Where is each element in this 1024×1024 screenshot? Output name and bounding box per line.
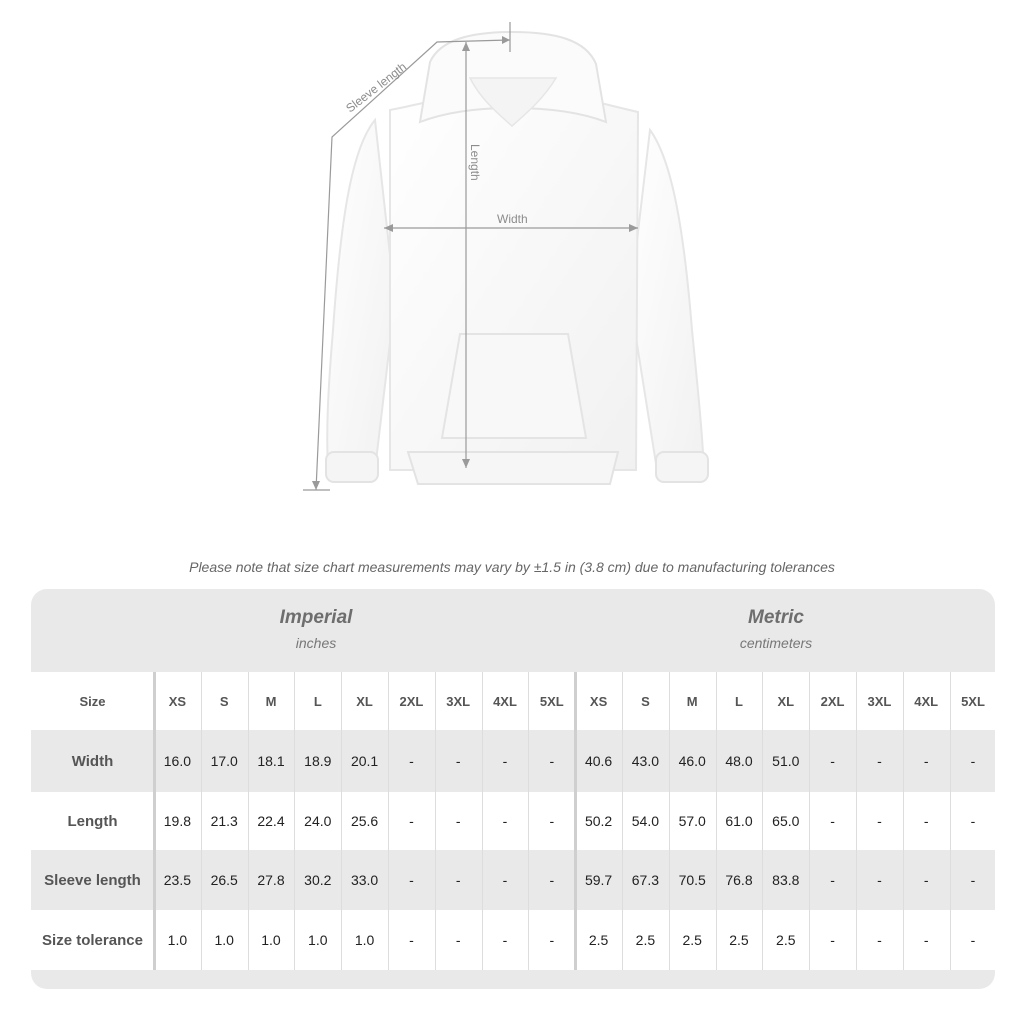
metric-value-cell: 67.3 (631, 872, 660, 888)
imperial-value-cell: - (549, 813, 555, 829)
imperial-value-cell: - (455, 932, 461, 948)
imperial-value-cell: - (549, 872, 555, 888)
column-divider (809, 672, 810, 970)
table-row (31, 730, 995, 792)
imperial-value-cell: 24.0 (304, 813, 332, 829)
metric-size-header: L (735, 693, 743, 709)
metric-value-cell: - (830, 813, 835, 829)
imperial-value-cell: - (455, 872, 461, 888)
imperial-size-header: 3XL (446, 693, 471, 709)
column-divider (669, 672, 670, 970)
imperial-value-cell: - (502, 872, 508, 888)
imperial-value-cell: 1.0 (261, 932, 281, 948)
metric-value-cell: 59.7 (584, 872, 613, 888)
imperial-value-cell: - (502, 753, 508, 769)
column-divider (294, 672, 295, 970)
metric-value-cell: 2.5 (776, 932, 796, 948)
metric-size-header: 4XL (914, 693, 939, 709)
metric-size-header: 3XL (867, 693, 892, 709)
row-label: Length (67, 812, 118, 830)
metric-value-cell: - (970, 813, 976, 829)
table-row (31, 850, 995, 910)
metric-value-cell: 51.0 (772, 753, 800, 769)
imperial-value-cell: 1.0 (354, 932, 375, 948)
table-row (31, 792, 995, 850)
size-header-label: Size (79, 693, 106, 709)
metric-size-header: XS (589, 693, 608, 709)
imperial-size-header: L (313, 693, 322, 709)
metric-value-cell: - (923, 932, 929, 948)
metric-value-cell: 50.2 (584, 813, 613, 829)
metric-value-cell: 2.5 (635, 932, 656, 948)
imperial-size-header: XL (356, 693, 373, 709)
imperial-value-cell: 17.0 (210, 753, 238, 769)
size-header-row (31, 672, 995, 730)
column-divider (388, 672, 389, 970)
imperial-value-cell: 18.1 (257, 753, 285, 769)
metric-value-cell: 70.5 (678, 872, 706, 888)
imperial-size-header: M (265, 693, 277, 709)
imperial-value-cell: - (455, 753, 461, 769)
imperial-value-cell: - (409, 753, 414, 769)
metric-value-cell: 83.8 (772, 872, 800, 888)
metric-value-cell: 2.5 (588, 932, 609, 948)
column-divider (903, 672, 904, 970)
metric-value-cell: 57.0 (678, 813, 706, 829)
metric-value-cell: 46.0 (678, 753, 706, 769)
imperial-value-cell: 30.2 (304, 872, 332, 888)
metric-value-cell: 40.6 (584, 753, 613, 769)
imperial-value-cell: 27.8 (257, 872, 285, 888)
imperial-value-cell: 26.5 (210, 872, 238, 888)
column-divider (622, 672, 623, 970)
imperial-size-header: S (219, 693, 229, 709)
metric-size-header: S (641, 693, 650, 709)
metric-value-cell: 61.0 (725, 813, 753, 829)
metric-title: Metric (748, 607, 804, 628)
imperial-value-cell: 1.0 (167, 932, 188, 948)
column-divider (950, 672, 951, 970)
hoodie-image (326, 32, 708, 484)
imperial-value-cell: 18.9 (304, 753, 332, 769)
column-divider (482, 672, 483, 970)
imperial-title: Imperial (279, 607, 353, 628)
imperial-value-cell: - (502, 932, 508, 948)
metric-value-cell: - (923, 813, 929, 829)
imperial-value-cell: - (409, 813, 414, 829)
imperial-value-cell: 19.8 (163, 813, 192, 829)
imperial-value-cell: 25.6 (350, 813, 379, 829)
imperial-value-cell: - (549, 932, 555, 948)
column-divider (435, 672, 436, 970)
column-divider (528, 672, 529, 970)
imperial-size-header: 2XL (399, 693, 424, 709)
metric-value-cell: 54.0 (631, 813, 660, 829)
metric-value-cell: - (830, 753, 835, 769)
imperial-value-cell: 22.4 (257, 813, 285, 829)
imperial-value-cell: 23.5 (163, 872, 192, 888)
length-label: Length (468, 144, 482, 181)
imperial-value-cell: 21.3 (210, 813, 238, 829)
column-divider (762, 672, 763, 970)
size-chart-table (31, 589, 995, 989)
column-divider (201, 672, 202, 970)
imperial-value-cell: - (409, 932, 414, 948)
metric-value-cell: 65.0 (772, 813, 800, 829)
imperial-unit: inches (295, 635, 337, 651)
metric-value-cell: 43.0 (631, 753, 660, 769)
column-divider (341, 672, 342, 970)
imperial-value-cell: - (502, 813, 508, 829)
imperial-value-cell: 16.0 (163, 753, 192, 769)
metric-value-cell: - (970, 753, 976, 769)
metric-value-cell: - (923, 872, 929, 888)
metric-size-header: 5XL (961, 693, 985, 709)
width-label: Width (497, 212, 528, 226)
metric-value-cell: - (877, 813, 882, 829)
metric-value-cell: - (923, 753, 929, 769)
imperial-value-cell: 1.0 (214, 932, 234, 948)
imperial-size-header: XS (168, 693, 187, 709)
metric-size-header: XL (777, 693, 795, 709)
metric-value-cell: 2.5 (682, 932, 702, 948)
tolerance-note: Please note that size chart measurements may vary by ±1.5 in (3.8 cm) due to manufacturing tolerances (189, 559, 835, 575)
imperial-value-cell: 1.0 (308, 932, 328, 948)
imperial-value-cell: 33.0 (350, 872, 379, 888)
row-label: Width (71, 752, 114, 770)
metric-value-cell: 48.0 (725, 753, 753, 769)
column-divider (856, 672, 857, 970)
metric-value-cell: 2.5 (729, 932, 749, 948)
imperial-size-header: 5XL (539, 693, 564, 709)
metric-value-cell: - (830, 932, 835, 948)
metric-value-cell: - (877, 932, 882, 948)
column-divider (248, 672, 249, 970)
metric-value-cell: - (877, 753, 882, 769)
row-label: Size tolerance (42, 931, 143, 949)
row-label: Sleeve length (44, 871, 141, 889)
imperial-value-cell: - (549, 753, 555, 769)
metric-value-cell: 76.8 (725, 872, 753, 888)
section-divider (574, 672, 577, 970)
imperial-size-header: 4XL (493, 693, 517, 709)
section-divider (153, 672, 156, 970)
table-row (31, 910, 995, 970)
metric-size-header: M (686, 693, 698, 709)
column-divider (716, 672, 717, 970)
sleeve-length-label: Sleeve length (343, 59, 410, 116)
metric-unit: centimeters (739, 635, 813, 651)
imperial-value-cell: - (409, 872, 414, 888)
metric-value-cell: - (970, 932, 976, 948)
imperial-value-cell: 20.1 (350, 753, 379, 769)
metric-value-cell: - (877, 872, 882, 888)
metric-size-header: 2XL (820, 693, 845, 709)
metric-value-cell: - (970, 872, 976, 888)
imperial-value-cell: - (455, 813, 461, 829)
metric-value-cell: - (830, 872, 835, 888)
